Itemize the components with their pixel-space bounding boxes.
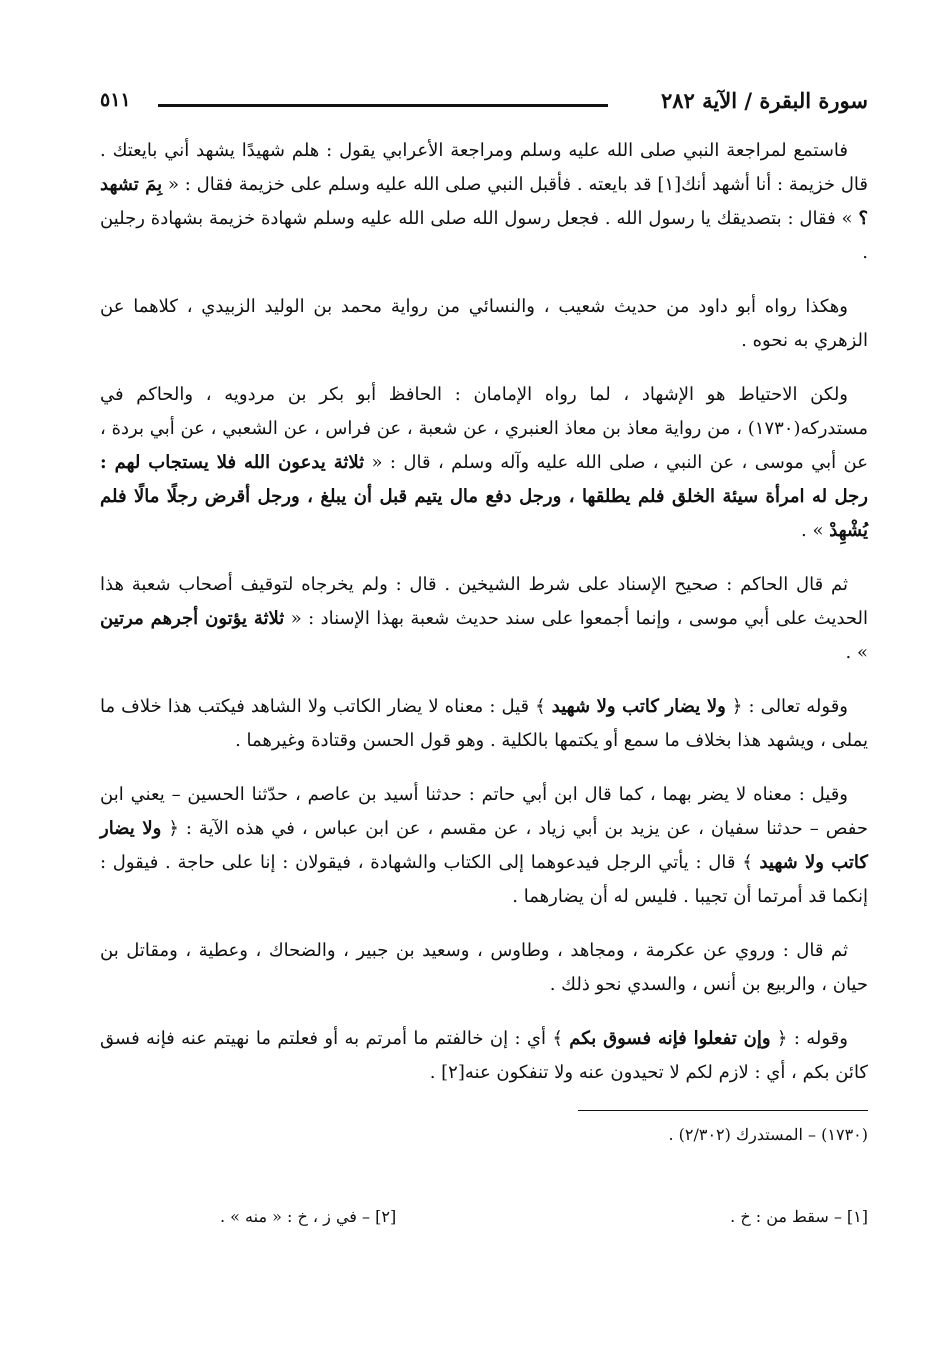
- text-run: [١]: [657, 174, 682, 195]
- text-run: ﴾ قيل : معناه لا يضار الكاتب ولا الشاهد فيكتب هذا خلاف ما يملى ، ويشهد هذا بخلاف ما سمع أو يكتمها بالكلية . وهو قول الحسن وقتادة وغيرهما .: [100, 696, 868, 751]
- bold-quote: ولا يضار كاتب ولا شهيد: [100, 818, 868, 873]
- bold-quote: ثلاثة يدعون الله فلا يستجاب لهم : رجل له امرأة سيئة الخلق فلم يطلقها ، ورجل دفع مال يتيم قبل أن يبلغ ، ورجل أقرض رجلًا مالًا فلم يُشْهِدْ: [100, 452, 868, 541]
- paragraph: [100, 290, 868, 358]
- page-header: [100, 80, 868, 120]
- footnote-2: [٢] – في ز ، خ : « منه » .: [220, 1207, 397, 1226]
- footnote-separator: [578, 1110, 868, 1111]
- text-run: » فقال : بتصديقك يا رسول الله . فجعل رسول الله صلى الله عليه وسلم شهادة خزيمة بشهادة رجلين .: [100, 208, 868, 263]
- bold-quote: بِمَ تشهد ؟: [100, 174, 868, 229]
- paragraph: [100, 934, 868, 1002]
- header-rule: [158, 104, 608, 107]
- body-text: [100, 134, 868, 1226]
- text-run: ثم قال : وروي عن عكرمة ، ومجاهد ، وطاوس ، وسعيد بن جبير ، والضحاك ، وعطية ، ومقاتل بن حيان ، والربيع بن أنس ، والسدي نحو ذلك .: [100, 940, 868, 995]
- page-number: ٥١١: [100, 89, 131, 111]
- paragraph: [100, 778, 868, 914]
- page: [100, 80, 868, 1226]
- text-run: وقوله : ﴿: [770, 1028, 848, 1049]
- text-run: وهكذا رواه أبو داود من حديث شعيب ، والنسائي من رواية محمد بن الوليد الزبيدي ، كلاهما عن الزهري به نحوه .: [100, 296, 868, 351]
- text-run: (١٧٣٠): [747, 418, 801, 439]
- text-run: » .: [845, 642, 868, 663]
- paragraph: [100, 134, 868, 270]
- footnote-row: [100, 1207, 868, 1226]
- text-run: ﴾ قال : يأتي الرجل فيدعوهما إلى الكتاب والشهادة ، فيقولان : إنا على حاجة . فيقول : إنكما قد أمرتما أن تجيبا . فليس له أن يضارهما .: [100, 852, 868, 907]
- footnote-1: [١] – سقط من : خ .: [730, 1207, 868, 1226]
- bold-quote: ثلاثة يؤتون أجرهم مرتين: [100, 608, 285, 629]
- text-run: فاستمع لمراجعة النبي صلى الله عليه وسلم ومراجعة الأعرابي يقول : هلم شهيدًا يشهد أني بايعتك . قال خزيمة : أنا أشهد أنك: [100, 140, 868, 195]
- running-title: سورة البقرة / الآية ٢٨٢: [660, 87, 868, 113]
- text-run: ، من رواية معاذ بن معاذ العنبري ، عن شعبة ، عن فراس ، عن الشعبي ، عن أبي بردة ، عن أبي موسى ، عن النبي ، صلى الله عليه وآله وسلم ، قال : «: [100, 418, 868, 473]
- text-run: وقوله تعالى : ﴿: [725, 696, 849, 717]
- text-run: ثم قال الحاكم : صحيح الإسناد على شرط الشيخين . قال : ولم يخرجاه لتوقيف أصحاب شعبة هذا الحديث على أبي موسى ، وإنما أجمعوا على سند حديث شعبة بهذا الإسناد : «: [100, 574, 868, 629]
- text-run: ولكن الاحتياط هو الإشهاد ، لما رواه الإمامان : الحافظ أبو بكر بن مردويه ، والحاكم في مستدركه: [100, 384, 868, 439]
- text-run: وقيل : معناه لا يضر بهما ، كما قال ابن أبي حاتم : حدثنا أسيد بن عاصم ، حدّثنا الحسين – يعني ابن حفص – حدثنا سفيان ، عن يزيد بن أبي زياد ، عن مقسم ، عن ابن عباس ، في هذه الآية : ﴿: [100, 784, 868, 839]
- paragraph: [100, 378, 868, 548]
- paragraph: [100, 690, 868, 758]
- bold-quote: وإن تفعلوا فإنه فسوق بكم: [569, 1028, 771, 1049]
- text-run: .: [429, 1062, 442, 1083]
- text-run: قد بايعته . فأقبل النبي صلى الله عليه وسلم على خزيمة فقال : «: [162, 174, 658, 195]
- text-run: [٢]: [441, 1062, 465, 1083]
- text-run: ﴾ أي : إن خالفتم ما أمرتم به أو فعلتم ما نهيتم عنه فإنه فسق كائن بكم ، أي : لازم لكم لا تحيدون عنه ولا تنفكون عنه: [100, 1028, 868, 1083]
- footnote-numbered: (١٧٣٠) – المستدرك (٢/٣٠٢) .: [668, 1125, 868, 1144]
- text-run: » .: [801, 520, 830, 541]
- paragraph: [100, 1022, 868, 1090]
- bold-quote: ولا يضار كاتب ولا شهيد: [551, 696, 726, 717]
- paragraph: [100, 568, 868, 670]
